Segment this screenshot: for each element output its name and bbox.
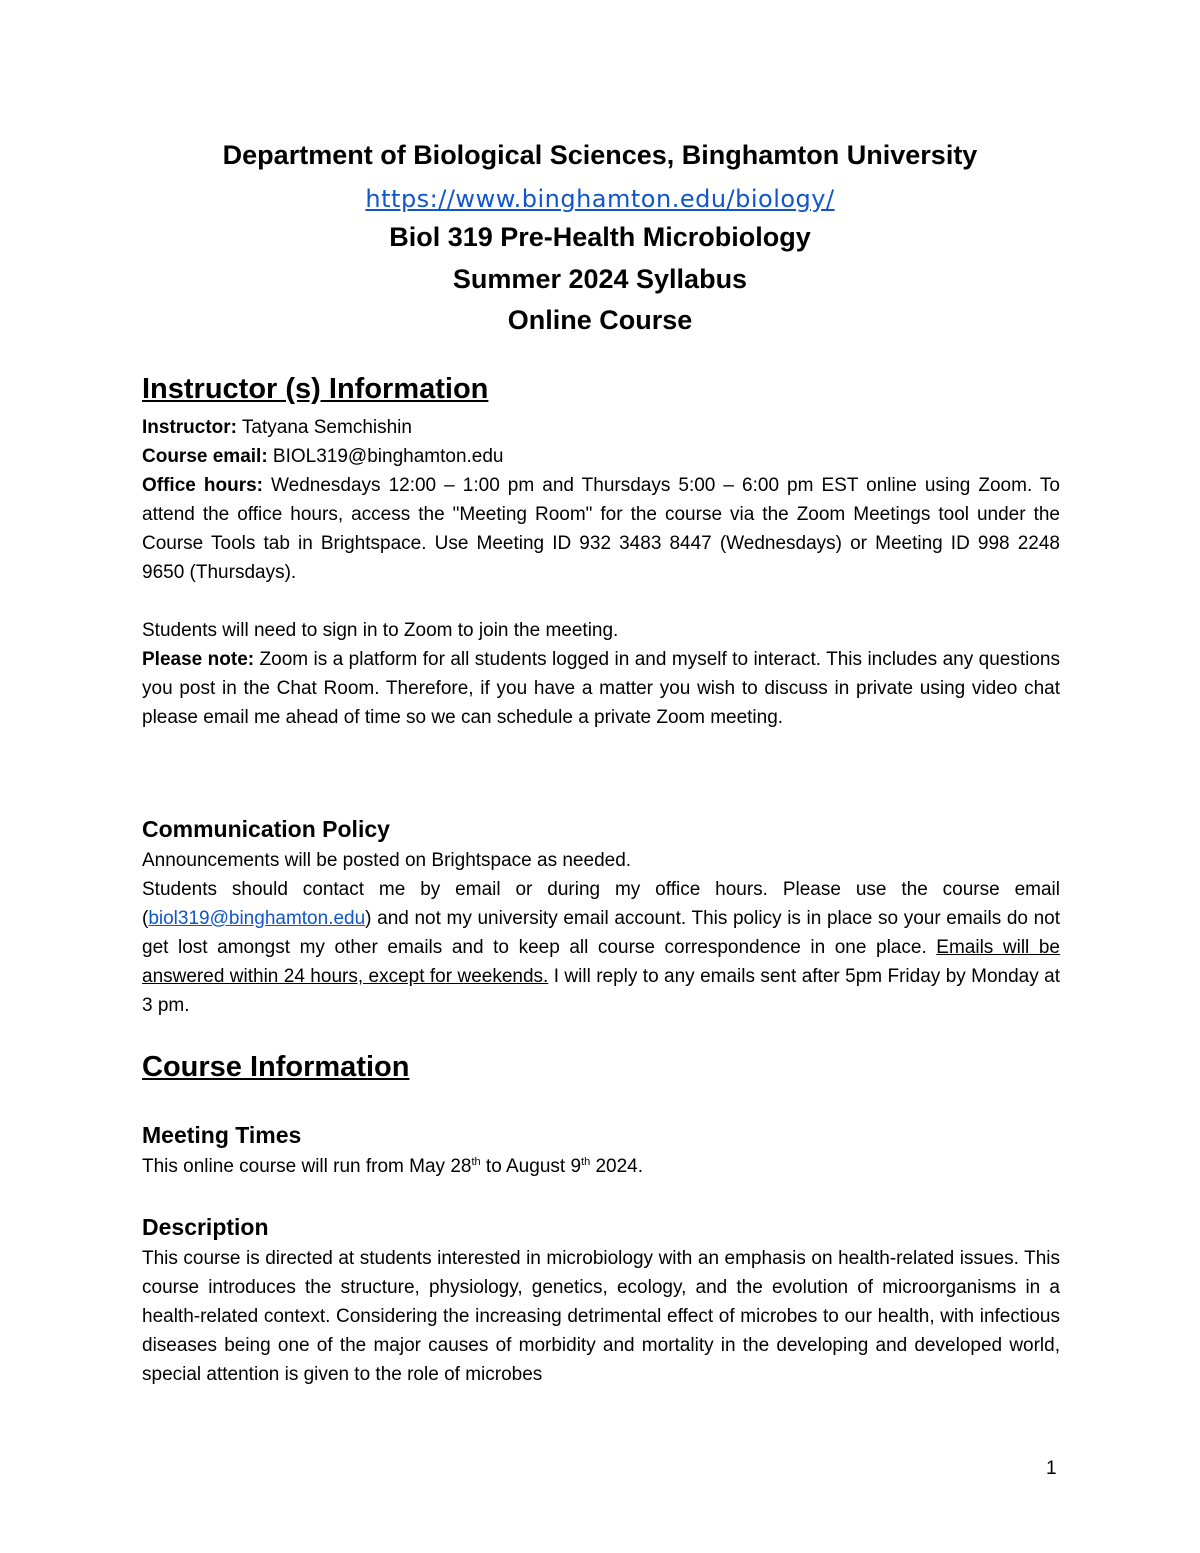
description-section	[142, 1214, 1060, 1389]
communication-text-start: Students should contact me by email or during my office hours. Please use the course email (	[142, 879, 1060, 929]
communication-paragraph	[142, 875, 1060, 1020]
page-number: 1	[1046, 1458, 1057, 1479]
communication-text-end: I will reply to any emails sent after 5pm Friday by Monday at 3 pm.	[142, 966, 1061, 1016]
instructor-section	[142, 373, 1060, 406]
instructor-label: Instructor:	[142, 417, 237, 438]
course-info-section	[142, 1051, 1060, 1084]
sign-in-text: Students will need to sign in to Zoom to join the meeting.	[142, 620, 619, 641]
meeting-times-text	[142, 1152, 1060, 1181]
office-hours-text: Wednesdays 12:00 – 1:00 pm and Thursdays 5:00 – 6:00 pm EST online using Zoom. To attend the office hours, access the "Meeting Room" for the course via the Zoom Meetings tool under the Course Tools tab in Brightspace. Use Meeting ID 932 3483 8447 (Wednesdays) or Meeting ID 998 2248 9650 (Thursdays).	[142, 475, 1060, 583]
meeting-times-section	[142, 1122, 1060, 1181]
meeting-sup-1: th	[471, 1156, 481, 1168]
meeting-text-b: to August 9	[480, 1156, 582, 1177]
department-title: Department of Biological Sciences, Binghamton University	[222, 140, 978, 170]
description-text: This course is directed at students interested in microbiology with an emphasis on health-related issues. This course introduces the structure, physiology, genetics, ecology, and the evolution of microorganisms in a health-related context. Considering the increasing detrimental effect of microbes to our health, with infectious diseases being one of the major causes of morbidity and mortality in the developing and developed world, special attention is given to the role of microbes	[142, 1248, 1060, 1385]
description-heading: Description	[142, 1214, 269, 1240]
term-title: Summer 2024 Syllabus	[452, 264, 748, 294]
instructor-name: Tatyana Semchishin	[237, 417, 412, 438]
course-email-link[interactable]: biol319@binghamton.edu	[148, 908, 366, 929]
office-hours-label: Office hours:	[142, 475, 263, 496]
meeting-times-heading: Meeting Times	[142, 1122, 302, 1148]
announcements-text: Announcements will be posted on Brightspace as needed.	[142, 850, 632, 871]
note-paragraph	[142, 645, 1060, 732]
meeting-text-a: This online course will run from May 28	[142, 1156, 472, 1177]
format-title: Online Course	[507, 305, 693, 335]
course-info-heading: Course Information	[142, 1051, 410, 1083]
communication-heading: Communication Policy	[142, 816, 390, 842]
communication-text-mid: ) and not my university email account. This policy is in place so your emails do not get lost amongst my other emails and to keep all course correspondence in one place.	[142, 908, 1060, 958]
instructor-line	[142, 413, 1060, 442]
instructor-heading: Instructor (s) Information	[142, 373, 489, 405]
meeting-text-c: 2024.	[590, 1156, 644, 1177]
note-text: Zoom is a platform for all students logged in and myself to interact. This includes any questions you post in the Chat Room. Therefore, if you have a matter you wish to discuss in private using video chat please email me ahead of time so we can schedule a private Zoom meeting.	[142, 649, 1060, 728]
instructor-details	[142, 413, 1060, 732]
course-email-value: BIOL319@binghamton.edu	[267, 446, 504, 467]
meeting-sup-2: th	[581, 1156, 591, 1168]
course-email-label: Course email:	[142, 446, 268, 467]
response-time-underlined: Emails will be answered within 24 hours, except for weekends.	[142, 937, 1060, 987]
course-title: Biol 319 Pre-Health Microbiology	[389, 222, 811, 252]
note-label: Please note:	[142, 649, 255, 670]
communication-section	[142, 816, 1060, 1020]
department-url-link[interactable]: https://www.binghamton.edu/biology/	[365, 185, 835, 213]
course-email-line	[142, 442, 1060, 471]
office-hours-paragraph	[142, 471, 1060, 587]
